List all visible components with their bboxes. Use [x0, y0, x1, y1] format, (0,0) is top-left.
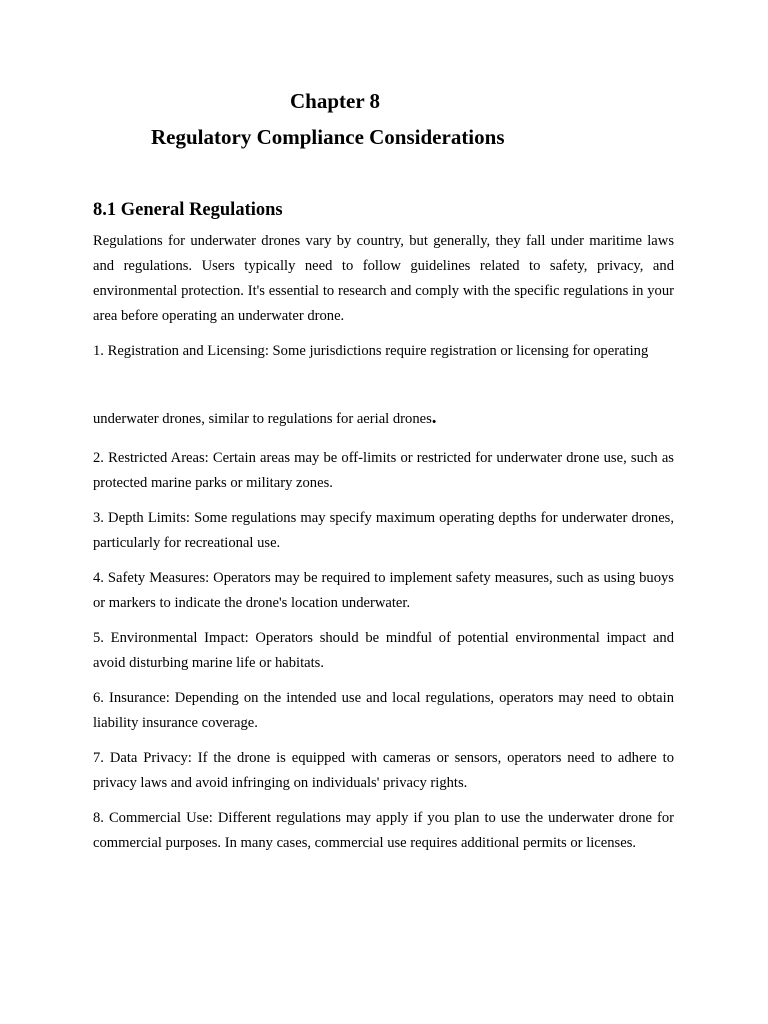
list-item-5: 5. Environmental Impact: Operators should be mindful of potential environmental impact and avoid disturbing marine life or habitats. [93, 630, 674, 671]
list-item-2: 2. Restricted Areas: Certain areas may be off-limits or restricted for underwater drone use, such as protected marine parks or military zones. [93, 450, 674, 491]
list-item-1-part2-text: underwater drones, similar to regulations for aerial drones [93, 411, 432, 427]
list-item-3: 3. Depth Limits: Some regulations may specify maximum operating depths for underwater drones, particularly for recreational use. [93, 510, 674, 551]
list-item-7: 7. Data Privacy: If the drone is equipped with cameras or sensors, operators need to adhere to privacy laws and avoid infringing on individuals' privacy rights. [93, 750, 674, 791]
list-item-8: 8. Commercial Use: Different regulations may apply if you plan to use the underwater drone for commercial purposes. In many cases, commercial use requires additional permits or licenses. [93, 810, 674, 851]
section-heading: 8.1 General Regulations [93, 200, 283, 220]
chapter-label: Chapter 8 [290, 89, 381, 113]
list-item-4: 4. Safety Measures: Operators may be required to implement safety measures, such as using buoys or markers to indicate the drone's location underwater. [93, 570, 674, 611]
list-item-1-part1: 1. Registration and Licensing: Some jurisdictions require registration or licensing for operating [93, 343, 649, 359]
list-item-1-period: . [431, 407, 437, 428]
intro-paragraph: Regulations for underwater drones vary by country, but generally, they fall under maritime laws and regulations. Users typically need to follow guidelines related to safety, privacy, and environmental protection. It's essential to research and comply with the specific regulations in your area before operating an underwater drone. [93, 233, 674, 324]
list-item-6: 6. Insurance: Depending on the intended use and local regulations, operators may need to obtain liability insurance coverage. [93, 690, 674, 731]
list-item-1-part2 [93, 405, 674, 432]
chapter-title: Regulatory Compliance Considerations [151, 125, 505, 149]
